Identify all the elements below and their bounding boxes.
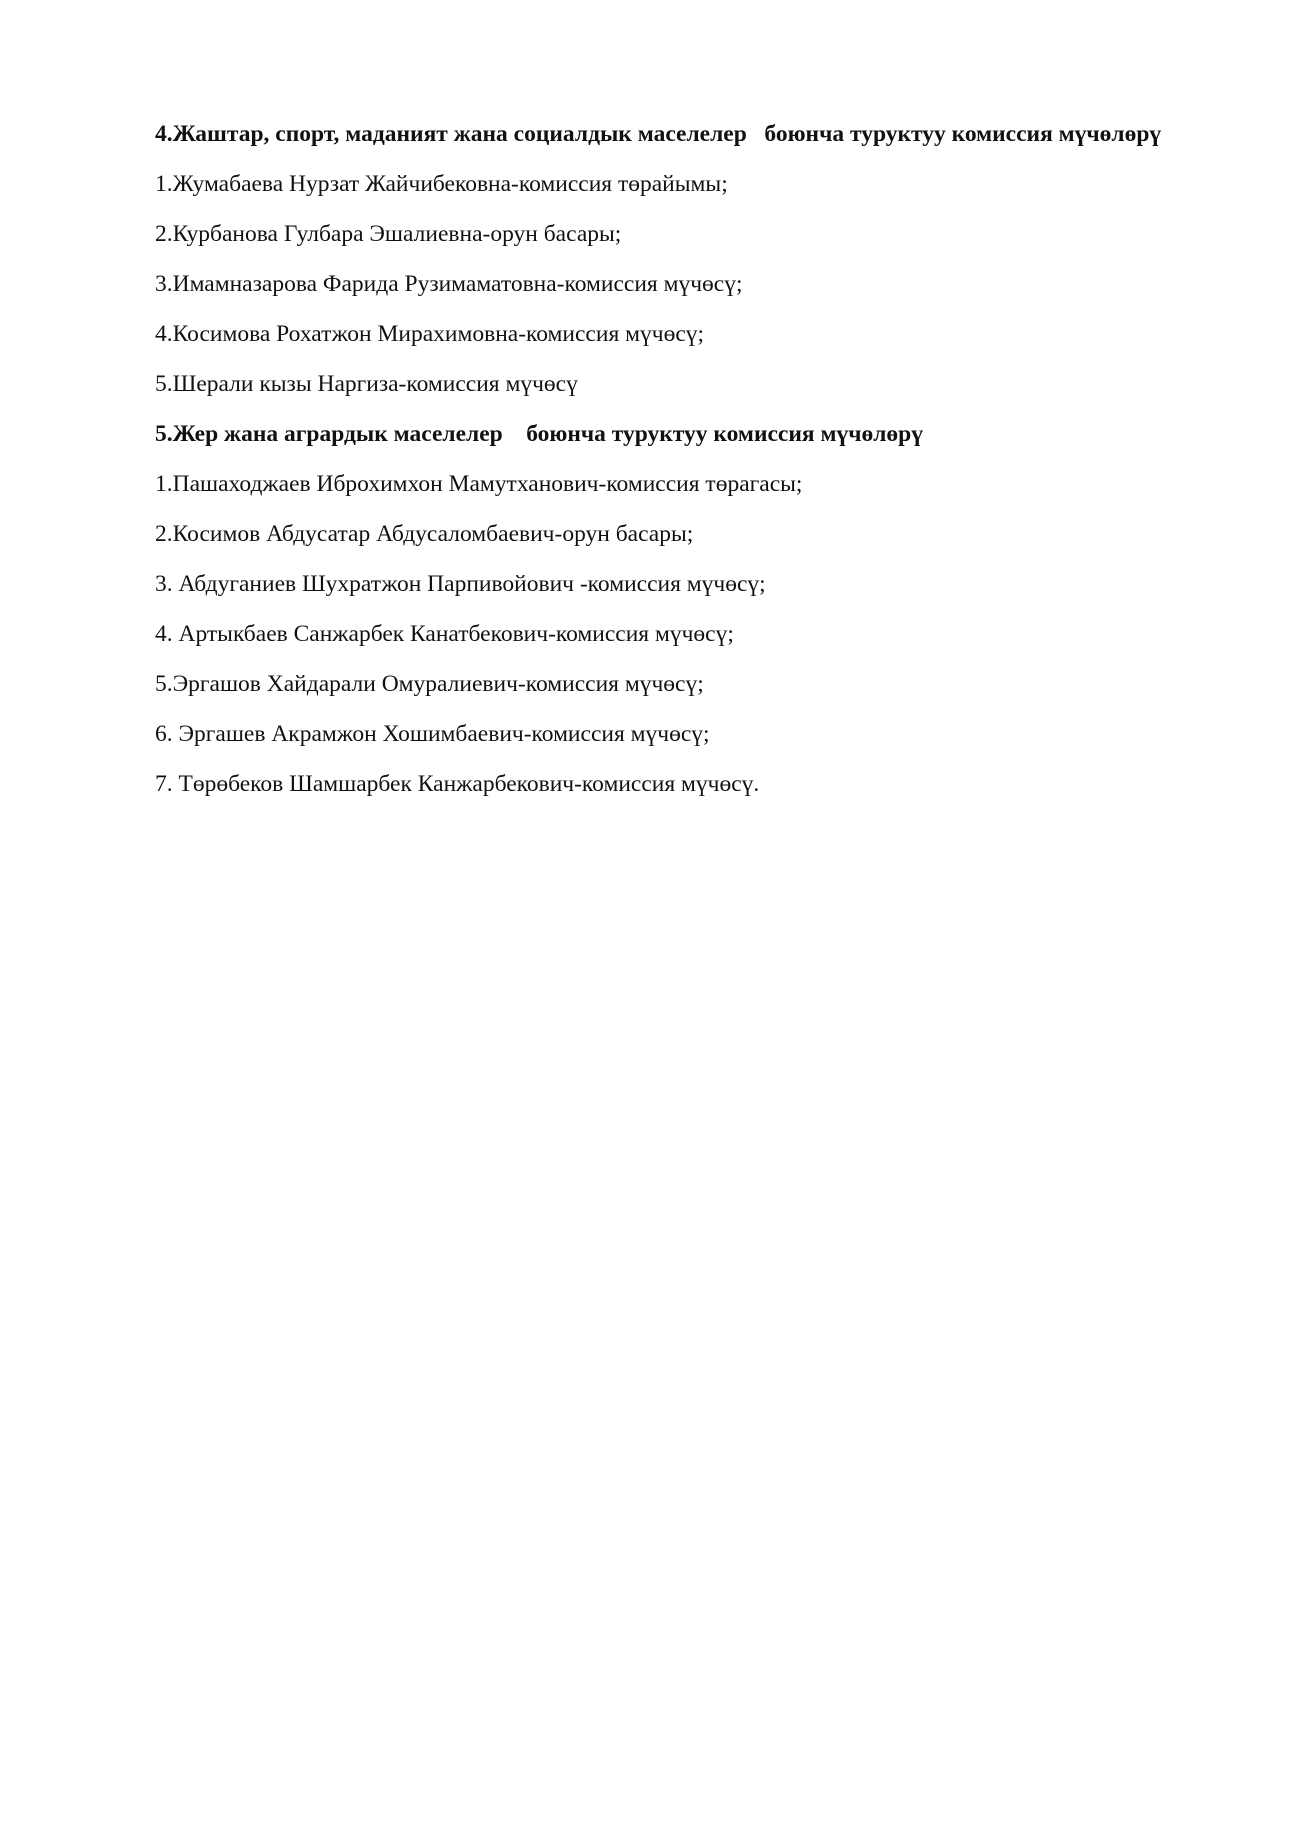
member-item: 5.Шерали кызы Наргиза-комиссия мүчөсү xyxy=(155,371,578,397)
member-item: 2.Курбанова Гулбара Эшалиевна-орун басары; xyxy=(155,221,622,247)
member-list xyxy=(155,468,1185,800)
member-item: 4. Артыкбаев Санжарбек Канатбекович-комиссия мүчөсү; xyxy=(155,621,734,647)
member-item: 5.Эргашов Хайдарали Омуралиевич-комиссия мүчөсү; xyxy=(155,671,704,697)
commission-section-land-agrarian xyxy=(155,418,1185,800)
member-item: 1.Пашаходжаев Иброхимхон Мамутханович-комиссия төрагасы; xyxy=(155,471,803,497)
document-page xyxy=(155,118,1185,818)
member-item: 3. Абдуганиев Шухратжон Парпивойович -комиссия мүчөсү; xyxy=(155,571,766,597)
member-item: 1.Жумабаева Нурзат Жайчибековна-комиссия төрайымы; xyxy=(155,171,728,197)
member-item: 4.Косимова Рохатжон Мирахимовна-комиссия мүчөсү; xyxy=(155,321,705,347)
commission-section-youth-sport-culture xyxy=(155,118,1185,400)
member-item: 3.Имамназарова Фарида Рузимаматовна-комиссия мүчөсү; xyxy=(155,271,743,297)
section-title: 5.Жер жана агрардык маселелер боюнча туруктуу комиссия мүчөлөрү xyxy=(155,421,923,447)
member-item: 7. Төрөбеков Шамшарбек Канжарбекович-комиссия мүчөсү. xyxy=(155,771,760,797)
section-title: 4.Жаштар, спорт, маданият жана социалдык маселелер боюнча туруктуу комиссия мүчөлөрү xyxy=(155,121,1162,147)
member-item: 2.Косимов Абдусатар Абдусаломбаевич-орун басары; xyxy=(155,521,694,547)
member-list xyxy=(155,168,1185,400)
member-item: 6. Эргашев Акрамжон Хошимбаевич-комиссия мүчөсү; xyxy=(155,721,710,747)
